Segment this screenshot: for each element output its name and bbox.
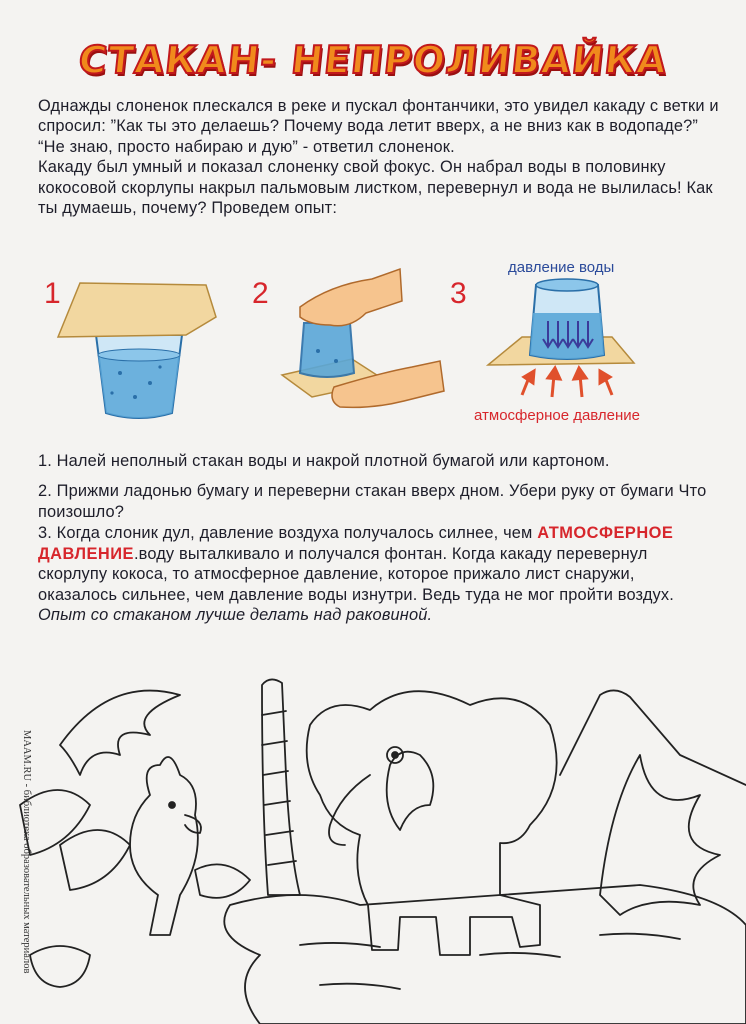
hand-and-glass bbox=[282, 269, 444, 407]
step-number-1: 1 bbox=[44, 277, 61, 310]
accent-atmospheric-pressure: АТМОСФЕРНОЕ ДАВЛЕНИЕ bbox=[38, 524, 674, 563]
experiment-steps bbox=[0, 255, 746, 435]
cockatoo-drawing bbox=[130, 757, 250, 935]
instruction-2: 2. Прижми ладонью бумагу и переверни стакан вверх дном. Убери руку от бумаги Что поизошло? bbox=[38, 482, 707, 521]
instruction-1: 1. Налей неполный стакан воды и накрой плотной бумагой или картоном. bbox=[38, 452, 610, 470]
coloring-picture bbox=[0, 655, 746, 1024]
step-number-3: 3 bbox=[450, 277, 467, 310]
story-paragraph: “Не знаю, просто набираю и дую” - ответил слоненок. bbox=[38, 137, 455, 156]
instruction-3-rest: .воду выталкивало и получался фонтан. Когда какаду перевернул скорлупу кокоса, то атмосферное давление, которое прижало лист снаружи, оказалось сильнее, чем давление воды изнутри. Ведь туда не мог пройти воздух. bbox=[38, 544, 674, 604]
atmospheric-pressure-label: атмосферное давление bbox=[474, 407, 641, 424]
water-pressure-label: давление воды bbox=[508, 259, 615, 276]
elephant-drawing bbox=[307, 691, 557, 955]
experiment-tip: Опыт со стаканом лучше делать над раковиной. bbox=[38, 606, 433, 624]
mountain bbox=[560, 690, 746, 785]
story-text bbox=[38, 96, 728, 218]
story-paragraph: Какаду был умный и показал слоненку свой фокус. Он набрал воды в половинку кокосовой скорлупы накрыл пальмовым листком, перевернул и вода не вылилась! Как ты думаешь, почему? Проведем опыт: bbox=[38, 158, 713, 218]
fern-right bbox=[600, 755, 720, 915]
instruction-3-start: 3. Когда слоник дул, давление воздуха получалось силнее, чем bbox=[38, 524, 533, 542]
pressure-diagram bbox=[488, 279, 634, 397]
page-title: СТАКАН- НЕПРОЛИВАЙКА bbox=[76, 38, 670, 82]
instruction-3 bbox=[38, 523, 718, 626]
step-number-2: 2 bbox=[252, 277, 269, 310]
story-paragraph: Однажды слоненок плескался в реке и пускал фонтанчики, это увидел какаду с ветки и спросил: ”Как ты это делаешь? Почему вода летит вверх, а не вниз как в водопаде?” bbox=[38, 97, 719, 136]
glass-with-card bbox=[58, 283, 216, 418]
coconut-shell bbox=[30, 946, 90, 987]
side-watermark: MAAM.RU - библиотека образовательных материалов bbox=[21, 730, 32, 974]
leaf-plant bbox=[20, 790, 130, 890]
